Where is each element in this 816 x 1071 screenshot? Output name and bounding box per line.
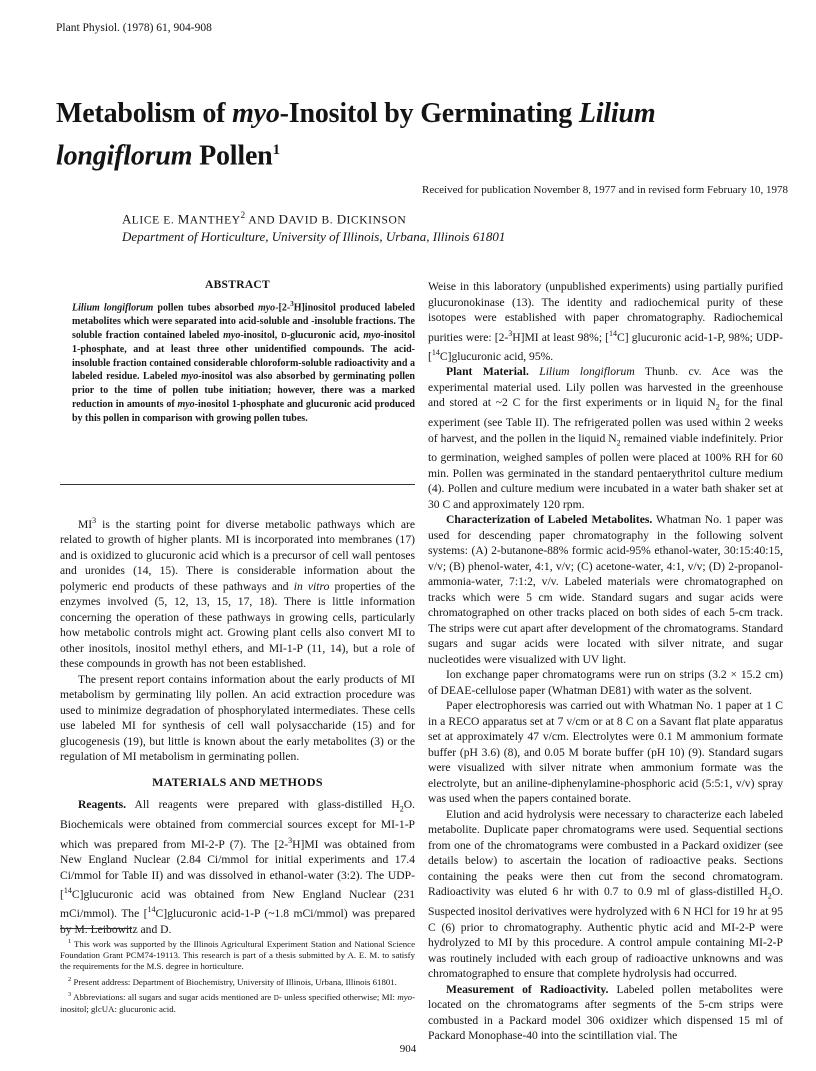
title-text: -Inositol by Germinating: [279, 98, 579, 129]
footnote-1: [60, 936, 415, 973]
ion-exchange-paragraph: Ion exchange paper chromatograms were run on strips (3.2 × 15.2 cm) of DEAE-cellulose paper (Whatman DE81) with water as the solvent.: [428, 668, 783, 697]
characterization-subheading: Characterization of Labeled Metabolites.: [446, 513, 653, 527]
title-species: Lilium longiflorum: [56, 98, 656, 172]
authors: [122, 210, 406, 227]
footnote-text: Present address: Department of Biochemistry, University of Illinois, Urbana, Illinois 61801.: [71, 976, 397, 987]
right-column: [428, 279, 783, 1044]
abstract-seg: -inositol,: [240, 329, 282, 341]
body-text: for the final experiment (see Table II). The refrigerated pollen was used within 2 weeks of harvest, and the pollen in the liquid N: [428, 396, 784, 445]
title-text: Pollen: [192, 140, 273, 172]
reagents-sup: 14: [147, 905, 156, 915]
abstract-italic: myo: [363, 329, 381, 341]
author-text: AND: [245, 214, 279, 227]
body-sub: 2: [616, 437, 621, 447]
reagents-text: All reagents were prepared with glass-distilled H: [125, 798, 400, 812]
author-text: ICKINSON: [346, 214, 407, 227]
abstract-text: [72, 298, 415, 426]
body-text: Weise in this laboratory (unpublished experiments) using partially purified glucuronokinase (13). The identity and radiochemical purity of these isotopes were established with paper chromatography. Radiochemical purities were: [2-: [428, 280, 783, 344]
intro-paragraph: The present report contains information about the early products of MI metabolism by germinating lily pollen. An acid extraction procedure was used to minimize degradation of phosphorylated intermediates. These cells use labeled MI for synthesis of cell wall polysaccharide (15) and for glucogenesis (19), but little is known about the early metabolites (3) or the regulation of MI metabolism in germinating pollen.: [60, 672, 415, 764]
abstract-divider: [60, 484, 415, 485]
body-text: Labeled pollen metabolites were located on the chromatograms after segments of the 5-cm strips were combusted in a Packard model 306 oxidizer which dispensed 15 ml of Packard Monophase-40 into the scintillation vial. The: [428, 982, 783, 1043]
affiliation: Department of Horticulture, University of Illinois, Urbana, Illinois 61801: [122, 229, 506, 244]
abstract-italic: myo: [223, 329, 241, 341]
author-text: ANTHEY: [189, 214, 241, 227]
reagents-sub: 2: [399, 804, 404, 814]
abstract-italic: myo: [257, 302, 276, 314]
intro-text: is the starting point for diverse metabolic pathways which are related to growth of higher plants. MI is incorporated into membranes (17) and is oxidized to glucuronic acid which is a precursor of cell wall pentoses and uronides (14, 15). There is considerable information about the polymeric end products of these pathways and: [60, 517, 415, 593]
plant-material-subheading: Plant Material.: [446, 365, 529, 379]
author-text: D: [278, 211, 289, 227]
journal-reference: Plant Physiol. (1978) 61, 904-908: [56, 22, 212, 34]
intro-paragraph: [60, 513, 415, 672]
footnote-italic: myo: [397, 991, 413, 1002]
body-sup: 14: [609, 328, 617, 338]
author-text: D: [336, 211, 347, 227]
footnote-text: Abbreviations: all sugars and sugar acids mentioned are: [71, 991, 274, 1002]
intro-italic: in vitro: [293, 579, 330, 593]
body-text: C] glucuronic acid-1-P, 98%; UDP-[: [428, 330, 783, 363]
reagents-paragraph: [60, 797, 415, 937]
author-text: AVID B.: [288, 214, 337, 227]
reagents-text: C]glucuronic acid was obtained from New England Nuclear (231 mCi/mmol). The [: [60, 887, 415, 921]
abstract-seg: -[2-: [275, 302, 291, 314]
title-footnote-mark: 1: [272, 142, 280, 158]
title-myo: myo: [232, 98, 280, 129]
reagents-text: O. Biochemicals were obtained from commercial sources except for MI-1-P which was prepared from MI-2-P (7). The [2-: [60, 798, 415, 851]
intro-sup: 3: [92, 516, 97, 525]
plant-material-paragraph: [428, 364, 783, 512]
reagents-sup: 3: [288, 835, 293, 845]
measurement-subheading: Measurement of Radioactivity.: [446, 982, 609, 996]
body-text: Thunb. cv. Ace was the experimental material used. Lily pollen was harvested in the greenhouse and stored at ~2 C for the first experiments or in liquid N: [428, 365, 783, 410]
abstract-italic: myo: [181, 371, 199, 383]
body-sup: 3: [508, 328, 513, 338]
abstract-seg: -inositol 1-phosphate and glucuronic acid produced by this pollen in comparison with growing pollen tubes.: [72, 398, 415, 424]
reagents-sup: 14: [63, 886, 72, 896]
characterization-paragraph: [428, 512, 783, 667]
received-date: Received for publication November 8, 1977 and in revised form February 10, 1978: [422, 184, 788, 196]
elution-paragraph: [428, 807, 783, 982]
continuation-paragraph: [428, 279, 783, 364]
footnote-mark: 1: [68, 938, 72, 945]
methods-heading: MATERIALS AND METHODS: [152, 774, 323, 789]
body-sub: 2: [767, 891, 772, 901]
footnote-mark: 3: [68, 990, 72, 998]
abstract-italic: myo: [177, 398, 195, 410]
abstract-seg: -glucuronic acid,: [286, 329, 364, 341]
abstract-heading: ABSTRACT: [204, 279, 271, 291]
footnote-mark: 2: [68, 975, 72, 983]
abstract-seg: -inositol 1-phosphate, and at least three other unidentified compounds. The acid-insoluble fraction contained considerable chloroform-soluble radioactivity and a labeled residue. Labeled: [72, 329, 415, 383]
intro-text: properties of the enzymes involved (5, 12, 13, 15, 17, 18). There is little information concerning the operation of these pathways in growing cells, particularly how metabolic controls might act. Growing plant cells also convert MI to other inositols, inositol methyl ethers, and MI-1-P (11, 14), but a role of these compounds in growth has not been established.: [60, 579, 416, 671]
abstract-seg: -inositol was also absorbed by germinating pollen prior to the time of pollen tube initiation; however, there was a marked reduction in amounts of: [72, 371, 415, 410]
body-text: Whatman No. 1 paper was used for descending paper chromatography in the following solvent systems: (A) 2-butanone-88% formic acid-95% ethanol-water, 30:15:40:15, v/v; (B) phenol-water, 4:1, v/v; (C) acetone-water, 4:1, v/v; (D) 2-propanol-ammonia-water, 7:1:2, v/v. Labeled materials were chromatographed on tracks which were 5 cm wide. Standard sugars and sugar acids were chromatographed on other tracks placed on both sides of each 5-cm track. The strips were cut apart after development of the chromatograms. Standard sugars and sugar acids were located with silver nitrate, and sugar nucleotides were visualized with UV light.: [428, 513, 783, 666]
reagents-text: H]MI was obtained from New England Nuclear (2.84 Ci/mmol for initial experiments and 17.4 Ci/mmol for Table II) and was dissolved in ethanol-water (3:2). The UDP-[: [60, 837, 415, 901]
measurement-paragraph: [428, 982, 783, 1044]
intro-text: MI: [78, 517, 93, 531]
author-footnote-mark: 2: [240, 210, 246, 220]
body-text: O. Suspected inositol derivatives were hydrolyzed with 6 N HCl for 19 hr at 95 C (6) prior to chromatography. Authentic phytic acid and MI-2-P were hydrolyzed to MI by this procedure. A control ampule containing MI-2-P was routinely included with each group of radioactive unknowns and was chromatographed to ensure that complete hydrolysis had occurred.: [428, 885, 783, 981]
body-text: Elution and acid hydrolysis were necessary to characterize each labeled metabolite. Duplicate paper chromatograms were used. Sequential sections from one of the chromatograms were combusted in a Packard oxidizer (see details below) to ascertain the location of radioactive peaks. Sections containing the peaks were then cut from the second chromatogram. Radioactivity was eluted 6 hr with 0.7 to 0.9 ml of glass-distilled H: [428, 807, 783, 899]
page-number: 904: [399, 1043, 417, 1055]
footnote-3: [60, 989, 415, 1015]
body-sup: 14: [431, 347, 440, 357]
footnote-text: -inositol; glcUA: glucuronic acid.: [60, 991, 415, 1014]
author-text: M: [177, 211, 190, 227]
reagents-text: C]glucuronic acid-1-P (~1.8 mCi/mmol) was prepared by M. Leibowitz and D.: [60, 907, 416, 936]
footnote-divider: [60, 928, 132, 929]
author-text: LICE E.: [131, 214, 178, 227]
reagents-subheading: Reagents.: [78, 798, 126, 812]
abstract-sup: 3: [290, 300, 294, 308]
paper-title: [56, 96, 776, 174]
body-sub: 2: [715, 402, 720, 412]
left-column-body: [60, 513, 415, 937]
abstract-seg: pollen tubes absorbed: [153, 302, 258, 314]
plant-species: Lilium longiflorum: [539, 365, 635, 379]
footnote-text: This work was supported by the Illinois Agricultural Experiment Station and National Science Foundation Grant PCM74-19113. This research is part of a thesis submitted by A. E. M. to satisfy the requirements for the M.S. degree in horticulture.: [60, 938, 415, 972]
author-text: A: [122, 211, 132, 227]
body-text: C]glucuronic acid, 95%.: [439, 349, 554, 363]
footnote-2: [60, 974, 415, 988]
body-text: H]MI at least 98%; [: [512, 330, 609, 344]
electrophoresis-paragraph: Paper electrophoresis was carried out with Whatman No. 1 paper at 1 C in a RECO apparatus set at 7 v/cm or at 8 C on a Savant flat plate apparatus set at approximately 47 v/cm. Electrolytes were 0.1 M ammonium formate buffer (pH 3.6) (8), and 0.05 M borate buffer (pH 10) (9). Standard sugars were visualized with silver nitrate when ammonium formate was the electrolyte, but an aniline-diphenylamine-phosphoric acid (5:5:1, v/v) spray was used when the papers contained borate.: [428, 699, 783, 806]
abstract-seg: D: [281, 330, 287, 340]
footnote-text: D: [273, 993, 279, 1002]
abstract-italic: Lilium longiflorum: [72, 302, 154, 314]
footnote-text: - unless specified otherwise; MI:: [278, 991, 398, 1002]
abstract-seg: H]inositol produced labeled metabolites which were separated into acid-soluble and -insoluble fractions. The soluble fraction contained labeled: [72, 302, 415, 341]
footnotes: [60, 936, 415, 1016]
body-text: remained viable indefinitely. Prior to germination, weighed samples of pollen were placed at 100% RH for 60 min. Pollen was germinated in the standard pentaerythritol culture medium (4). Pollen and culture medium were incubated in a water bath shaker set at 30 C and approximately 120 rpm.: [428, 431, 783, 511]
title-text: Metabolism of: [56, 98, 233, 129]
